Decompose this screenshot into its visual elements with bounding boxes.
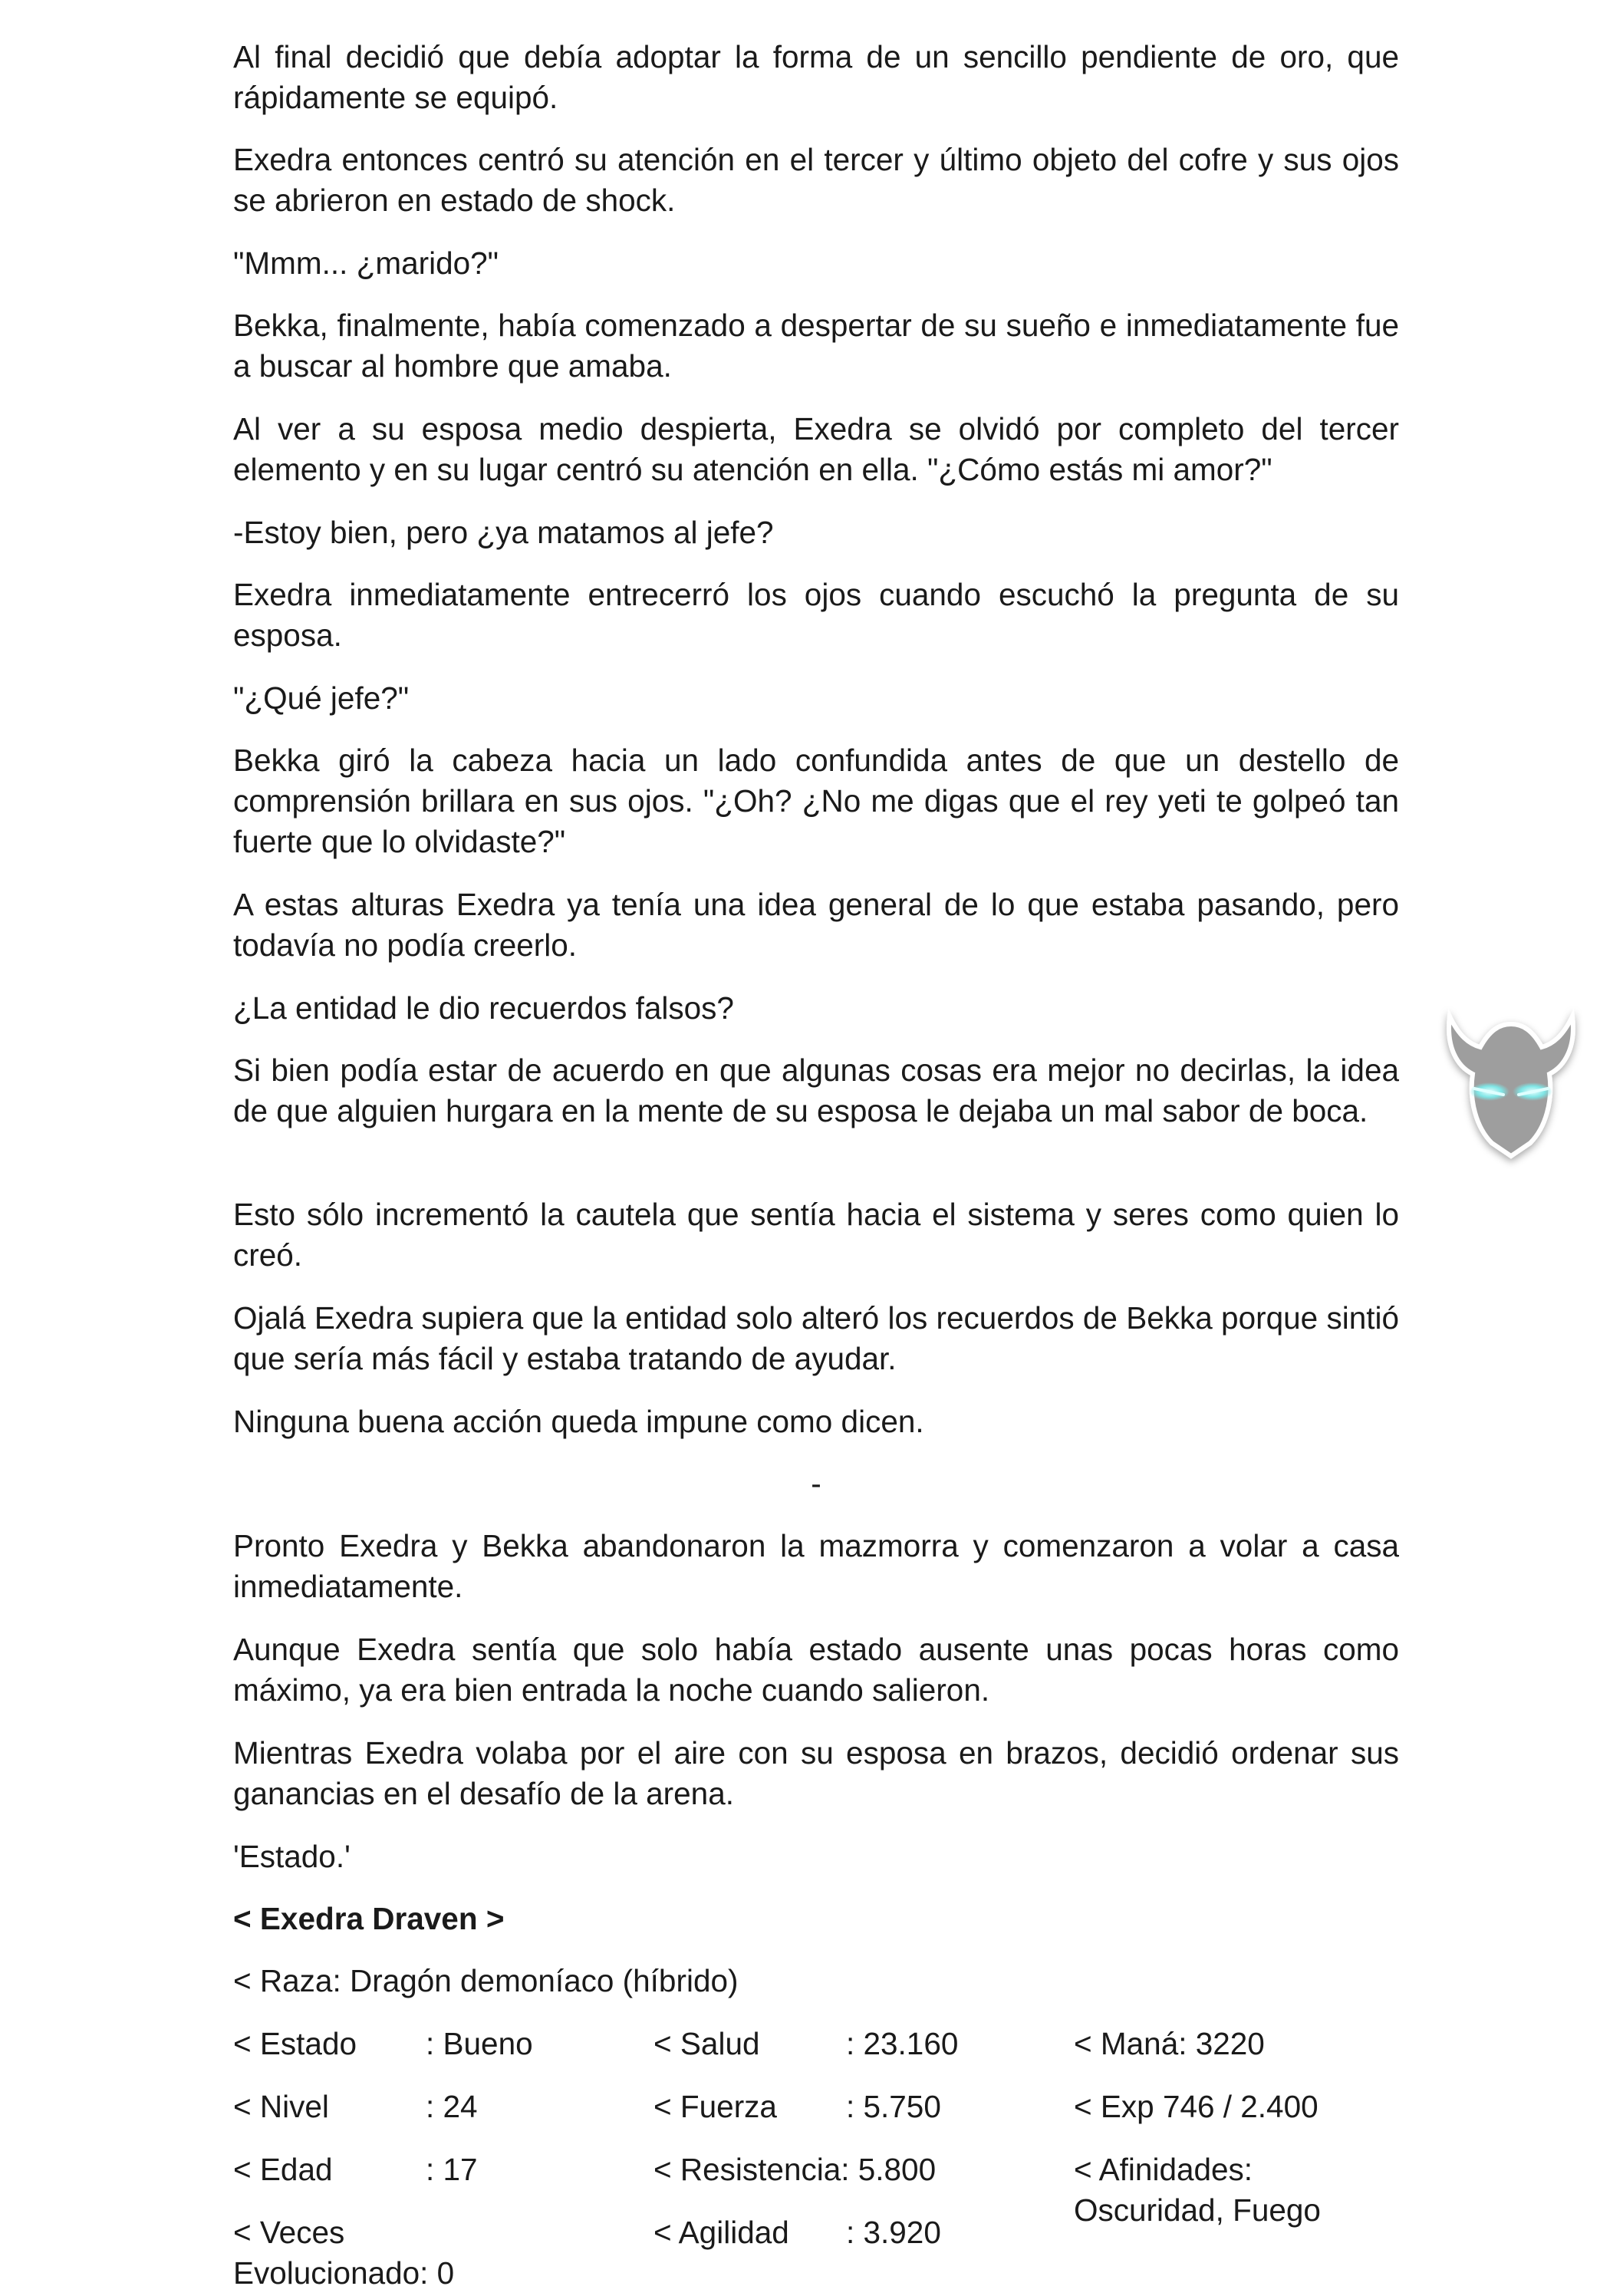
paragraph: A estas alturas Exedra ya tenía una idea general de lo que estaba pasando, pero todavía no podía creerlo. [233, 887, 1399, 963]
paragraph: Al ver a su esposa medio despierta, Exedra se olvidó por completo del tercer elemento y en su lugar centró su atención en ella. "¿Cómo estás mi amor?" [233, 411, 1399, 487]
stat-entry: < Afinidades: Oscuridad, Fuego [1074, 2152, 1321, 2228]
stat-label: < Fuerza [653, 2089, 777, 2124]
paragraph: Ojalá Exedra supiera que la entidad solo alteró los recuerdos de Bekka porque sintió que sería más fácil y estaba tratando de ayudar. [233, 1300, 1399, 1376]
stat-entry: < Exp 746 / 2.400 [1074, 2089, 1318, 2124]
stat-entry: < Maná: 3220 [1074, 2026, 1265, 2061]
stat-value: : 5.750 [846, 2089, 941, 2124]
paragraph: Bekka, finalmente, había comenzado a despertar de su sueño e inmediatamente fue a buscar al hombre que amaba. [233, 308, 1399, 384]
paragraph: 'Estado.' [233, 1839, 351, 1874]
stat-value: : 17 [426, 2152, 478, 2187]
paragraph: ¿La entidad le dio recuerdos falsos? [233, 990, 734, 1026]
scene-separator: - [811, 1466, 821, 1501]
paragraph: Mientras Exedra volaba por el aire con su esposa en brazos, decidió ordenar sus ganancias en el desafío de la arena. [233, 1735, 1399, 1811]
demon-head-shape [1449, 1016, 1573, 1156]
stat-label: < Veces Evolucionado: 0 [233, 2215, 455, 2291]
stat-value: : 24 [426, 2089, 478, 2124]
demon-head-logo [1434, 993, 1588, 1170]
paragraph: Bekka giró la cabeza hacia un lado confundida antes de que un destello de comprensión brillara en sus ojos. "¿Oh? ¿No me digas que el rey yeti te golpeó tan fuerte que lo olvidaste?" [233, 743, 1399, 859]
paragraph: Aunque Exedra sentía que solo había estado ausente unas pocas horas como máximo, ya era bien entrada la noche cuando salieron. [233, 1632, 1399, 1708]
stat-label: < Estado [233, 2026, 357, 2061]
stat-value: : 23.160 [846, 2026, 959, 2061]
paragraph: Exedra entonces centró su atención en el tercer y último objeto del cofre y sus ojos se abrieron en estado de shock. [233, 142, 1399, 218]
paragraph: Esto sólo incrementó la cautela que sentía hacia el sistema y seres como quien lo creó. [233, 1197, 1399, 1273]
paragraph: Pronto Exedra y Bekka abandonaron la mazmorra y comenzaron a volar a casa inmediatamente. [233, 1528, 1399, 1604]
status-name: < Exedra Draven > [233, 1901, 505, 1936]
paragraph: Exedra inmediatamente entrecerró los ojos cuando escuchó la pregunta de su esposa. [233, 577, 1399, 653]
paragraph: Al final decidió que debía adoptar la forma de un sencillo pendiente de oro, que rápidamente se equipó. [233, 39, 1399, 115]
paragraph: Si bien podía estar de acuerdo en que algunas cosas era mejor no decirlas, la idea de que alguien hurgara en la mente de su esposa le dejaba un mal sabor de boca. [233, 1052, 1399, 1128]
stat-value: : Bueno [426, 2026, 533, 2061]
paragraph: Ninguna buena acción queda impune como dicen. [233, 1404, 924, 1439]
stat-label: < Salud [653, 2026, 760, 2061]
stat-label: < Edad [233, 2152, 333, 2187]
stat-label: < Nivel [233, 2089, 329, 2124]
paragraph: -Estoy bien, pero ¿ya matamos al jefe? [233, 515, 774, 550]
paragraph: "¿Qué jefe?" [233, 680, 410, 716]
stat-label: < Resistencia: 5.800 [653, 2152, 937, 2187]
status-race: < Raza: Dragón demoníaco (híbrido) [233, 1963, 739, 1998]
paragraph: "Mmm... ¿marido?" [233, 245, 499, 281]
stat-value: : 3.920 [846, 2215, 941, 2250]
stat-label: < Agilidad [653, 2215, 789, 2250]
